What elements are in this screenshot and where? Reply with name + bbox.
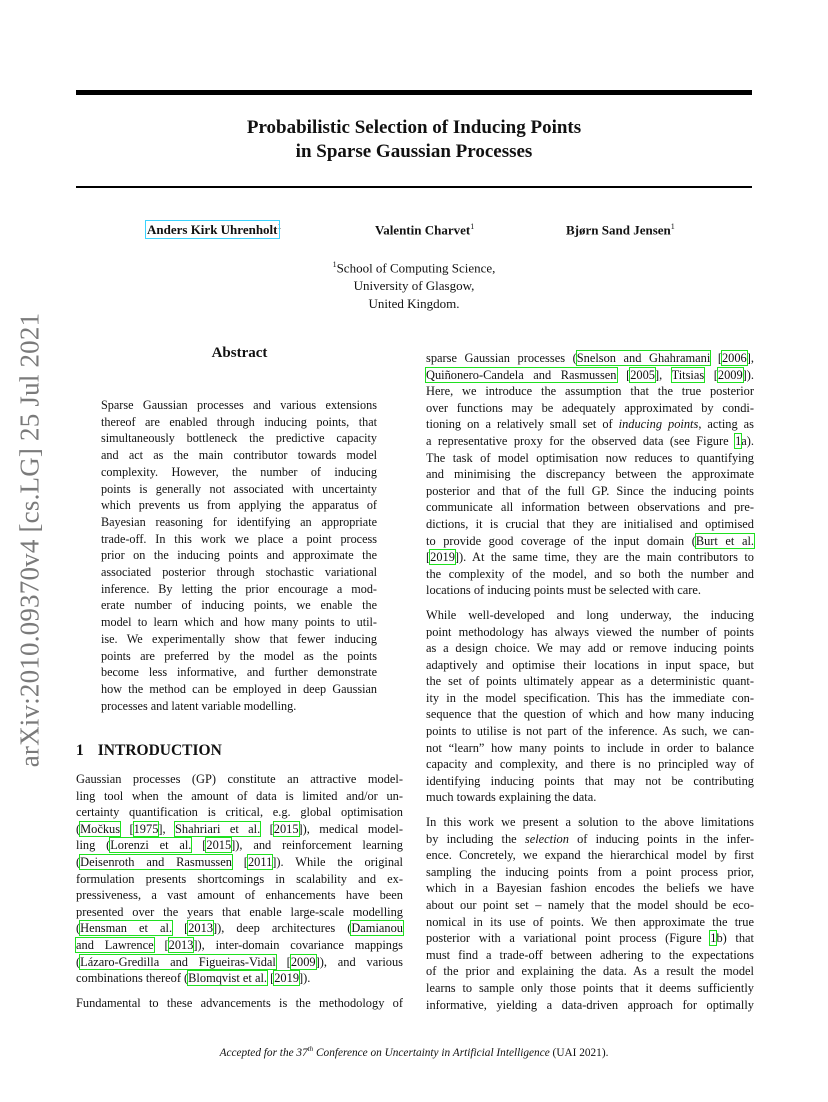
text-line: capacity and complexity, and there is no principled way of	[426, 757, 754, 772]
text-line: over functions may be adequately approximated by condi-	[426, 400, 754, 415]
citation-link[interactable]: Močkus	[80, 821, 121, 836]
abstract-heading: Abstract	[211, 345, 268, 361]
citation-link[interactable]: Quiñonero-Candela and Rasmussen	[426, 367, 617, 382]
text-line: and minimising the discrepancy between the approximate	[426, 467, 754, 482]
text-line: much towards explaining the data.	[426, 790, 597, 805]
citation-link[interactable]: 2005	[630, 367, 655, 382]
text-line: certainty quantification is critical, e.g. global optimisation	[76, 805, 403, 820]
text-line: of the prior and explaining the data. As a result the model	[426, 964, 754, 979]
text-line: sparse Gaussian processes (Snelson and Ghahramani [2006],	[426, 351, 754, 365]
intro-paragraph-1	[76, 771, 403, 987]
text-line: trade-off. In this work we place a point process	[101, 531, 377, 546]
text-line: the set of points ultimately appear as a deterministic quant-	[426, 674, 754, 689]
text-line: ling tool when the amount of data is limited and/or un-	[76, 788, 403, 803]
text-line: dictions, it is crucial that they are initialised and optimised	[426, 516, 754, 531]
citation-link[interactable]: 2019	[430, 550, 455, 565]
text-line: and act as the main contributor towards model	[101, 448, 377, 463]
text-line: as a design choice. We may add or remove inducing points	[426, 641, 754, 656]
text-line: nomical in its use of points. We then approximate the true	[426, 914, 754, 929]
text-line: associated posterior through stochastic variational	[101, 565, 377, 580]
text-line: prior on the inducing points and approximate the	[101, 548, 377, 563]
citation-link[interactable]: 2009	[717, 367, 743, 382]
text-line: not “learn” how many points to include in order to balance	[426, 740, 754, 755]
text-line: ence. Concretely, we expand the hierarchical model by first	[426, 848, 754, 863]
citation-link[interactable]: 2006	[721, 351, 747, 365]
text-line: which in a Bayesian fashion encodes the beliefs we have	[426, 881, 754, 896]
citation-link[interactable]: Titsias	[671, 367, 705, 382]
arxiv-side-label	[10, 312, 50, 768]
text-line: must find a trade-off between adhering to the expectations	[426, 947, 754, 962]
affiliation-line-1: School of Computing Science,	[336, 260, 496, 276]
title-line-2: in Sparse Gaussian Processes	[295, 141, 533, 162]
intro-paragraph-2	[76, 995, 403, 1012]
text-line: inference. By letting the prior encourage a mod-	[101, 581, 377, 596]
title-bottom-rule	[76, 186, 752, 188]
text-line: tioning on a relatively small set of inducing points, acting as	[426, 417, 754, 432]
citation-link[interactable]: 2013	[168, 937, 194, 952]
author-1-name[interactable]: Anders Kirk Uhrenholt	[147, 222, 278, 238]
affiliation-line-2: University of Glasgow,	[353, 278, 475, 294]
author-2-name: Valentin Charvet	[375, 222, 471, 238]
text-line: points are preferred by the model as the points	[101, 648, 377, 663]
text-line: Bayesian reasoning for identifying an appropriate	[101, 514, 377, 529]
affiliation	[76, 256, 752, 313]
citation-link[interactable]: Burt et al.	[695, 533, 754, 548]
text-line: Quiñonero-Candela and Rasmussen [2005], Titsias [2009]).	[426, 367, 755, 382]
text-line: point methodology has always viewed the number of points	[426, 624, 754, 639]
text-line: ity in the model specification. This has the immediate con-	[426, 690, 754, 705]
figure-reference-link[interactable]: 1	[710, 931, 717, 946]
text-line: Sparse Gaussian processes and various extensions	[101, 398, 377, 412]
text-line: model to learn which and how many points to util-	[101, 615, 377, 630]
text-line: how the method can be employed in deep Gaussian	[101, 681, 377, 696]
citation-link[interactable]: 2015	[206, 838, 232, 853]
citation-link[interactable]: Shahriari et al.	[175, 821, 261, 836]
author-3	[566, 222, 675, 238]
text-line: posterior and that of the full GP. Since the inducing points	[426, 483, 754, 498]
text-line: pressiveness, a vast amount of enhancements have been	[76, 888, 403, 903]
text-line: (Deisenroth and Rasmussen [2011]). While the original	[76, 854, 403, 869]
citation-link[interactable]: Lorenzi et al.	[110, 838, 192, 853]
text-line: While well-developed and long underway, the inducing	[426, 607, 754, 622]
text-line: communicate all information between observations and pre-	[426, 500, 754, 515]
citation-link[interactable]: 1975	[133, 821, 159, 836]
citation-link[interactable]: Deisenroth and Rasmussen	[80, 854, 232, 869]
intro-right-column	[426, 350, 754, 1013]
text-line: by including the selection of inducing points in the infer-	[426, 831, 755, 846]
text-line: sampling the inducing points from a point process prior,	[426, 864, 754, 879]
footer-venue-short: (UAI 2021).	[549, 1046, 609, 1059]
citation-link[interactable]: 2013	[188, 921, 214, 936]
text-line: sequence that the question of which and how many inducing	[426, 707, 754, 722]
section-heading	[76, 742, 222, 760]
affiliation-line-3: United Kingdom.	[368, 296, 460, 312]
text-line: Here, we introduce the assumption that the true posterior	[426, 384, 754, 399]
text-line: presented over the years that enable large-scale modelling	[76, 904, 403, 919]
title-top-rule	[76, 90, 752, 95]
section-number: 1	[76, 742, 84, 759]
text-line: points is generally not associated with uncertainty	[101, 481, 377, 496]
author-2-mark: 1	[470, 222, 475, 231]
text-line: In this work we present a solution to the above limitations	[426, 815, 754, 830]
text-line: and Lawrence [2013]), inter-domain covariance mappings	[76, 937, 403, 952]
text-line: adaptively and optimise their locations in input space, but	[426, 657, 754, 672]
citation-link[interactable]: 2019	[274, 971, 300, 986]
title-line-1: Probabilistic Selection of Inducing Points	[246, 117, 582, 138]
text-line: informative, yielding a data-driven approach for optimally	[426, 997, 754, 1012]
citation-link[interactable]: Snelson and Ghahramani	[576, 351, 711, 365]
affiliation-mark: 1	[332, 260, 337, 269]
abstract-body	[101, 397, 377, 714]
text-line: a representative proxy for the observed data (see Figure 1a).	[426, 433, 754, 448]
text-line: about our point set – namely that the model should be eco-	[426, 898, 754, 912]
text-line: [2019]). At the same time, they are the main contributors to	[426, 550, 754, 565]
text-line: erate number of inducing points, we enable the	[101, 598, 377, 613]
text-line: (Hensman et al. [2013]), deep architectures (Damianou	[76, 921, 403, 936]
right-paragraph-1	[426, 350, 754, 599]
citation-link[interactable]: 2011	[247, 854, 273, 869]
text-line: which prevents us from applying the apparatus of	[101, 498, 377, 513]
intro-left-column	[76, 771, 403, 1011]
text-line: combinations thereof (Blomqvist et al. [2019]).	[76, 971, 311, 986]
citation-link[interactable]: 2009	[290, 954, 316, 969]
text-line: identifying inducing points that may not be contributing	[426, 773, 754, 788]
section-title: INTRODUCTION	[97, 742, 222, 759]
text-line: (Lázaro-Gredilla and Figueiras-Vidal [2009]), and various	[76, 954, 403, 969]
text-line: formulation presents shortcomings in scalability and ex-	[76, 871, 403, 886]
text-line: simultaneously bottleneck the predictive capacity	[101, 431, 377, 446]
conference-footer	[76, 1045, 752, 1059]
text-line: (Močkus [1975], Shahriari et al. [2015]), medical model-	[76, 821, 403, 836]
text-line: processes and latent variable modelling.	[101, 698, 297, 713]
author-1	[147, 222, 282, 238]
author-2	[375, 222, 474, 238]
text-line: complexity. However, the number of inducing	[101, 464, 377, 479]
text-line: posterior with a variational point process (Figure 1b) that	[426, 931, 754, 946]
citation-link[interactable]: Blomqvist et al.	[188, 971, 267, 986]
text-line: locations of inducing points must be selected with care.	[426, 583, 701, 598]
citation-link[interactable]: Damianou	[351, 921, 403, 936]
text-line: Gaussian processes (GP) constitute an attractive model-	[76, 772, 403, 786]
figure-reference-link[interactable]: 1	[735, 433, 742, 448]
paper-title	[76, 116, 752, 164]
author-3-mark: 1	[670, 222, 675, 231]
text-line: points to utilise is not part of the inference. As such, we can-	[426, 724, 754, 739]
text-line: learns to sample only those points that it deems sufficiently	[426, 980, 754, 995]
footer-venue: Accepted for the 37th Conference on Uncertainty in Artificial Intelligence	[219, 1045, 550, 1059]
right-paragraph-2	[426, 607, 754, 806]
author-3-name: Bjørn Sand Jensen	[566, 222, 671, 238]
text-line: become less informative, and further demonstrate	[101, 665, 377, 680]
text-line: thereof are enabled through inducing points, that	[101, 414, 377, 429]
arxiv-identifier: arXiv:2010.09370v4 [cs.LG] 25 Jul 2021	[14, 312, 45, 768]
text-line: ling (Lorenzi et al. [2015]), and reinforcement learning	[76, 838, 403, 853]
author-1-mark: 1	[277, 222, 282, 231]
text-line: the complexity of the model, and so both the number and	[426, 566, 754, 581]
text-line: Fundamental to these advancements is the methodology of	[76, 995, 403, 1010]
citation-link[interactable]: Lázaro-Gredilla and Figueiras-Vidal	[80, 954, 276, 969]
text-line: to provide good coverage of the input domain (Burt et al.	[426, 533, 754, 548]
citation-link[interactable]: Hensman et al.	[80, 921, 173, 936]
text-line: ise. We experimentally show that fewer inducing	[101, 631, 377, 646]
citation-link[interactable]: 2015	[273, 821, 299, 836]
citation-link[interactable]: and Lawrence	[76, 937, 154, 952]
text-line: The task of model optimisation now reduces to quantifying	[426, 450, 754, 465]
right-paragraph-3	[426, 814, 754, 1013]
